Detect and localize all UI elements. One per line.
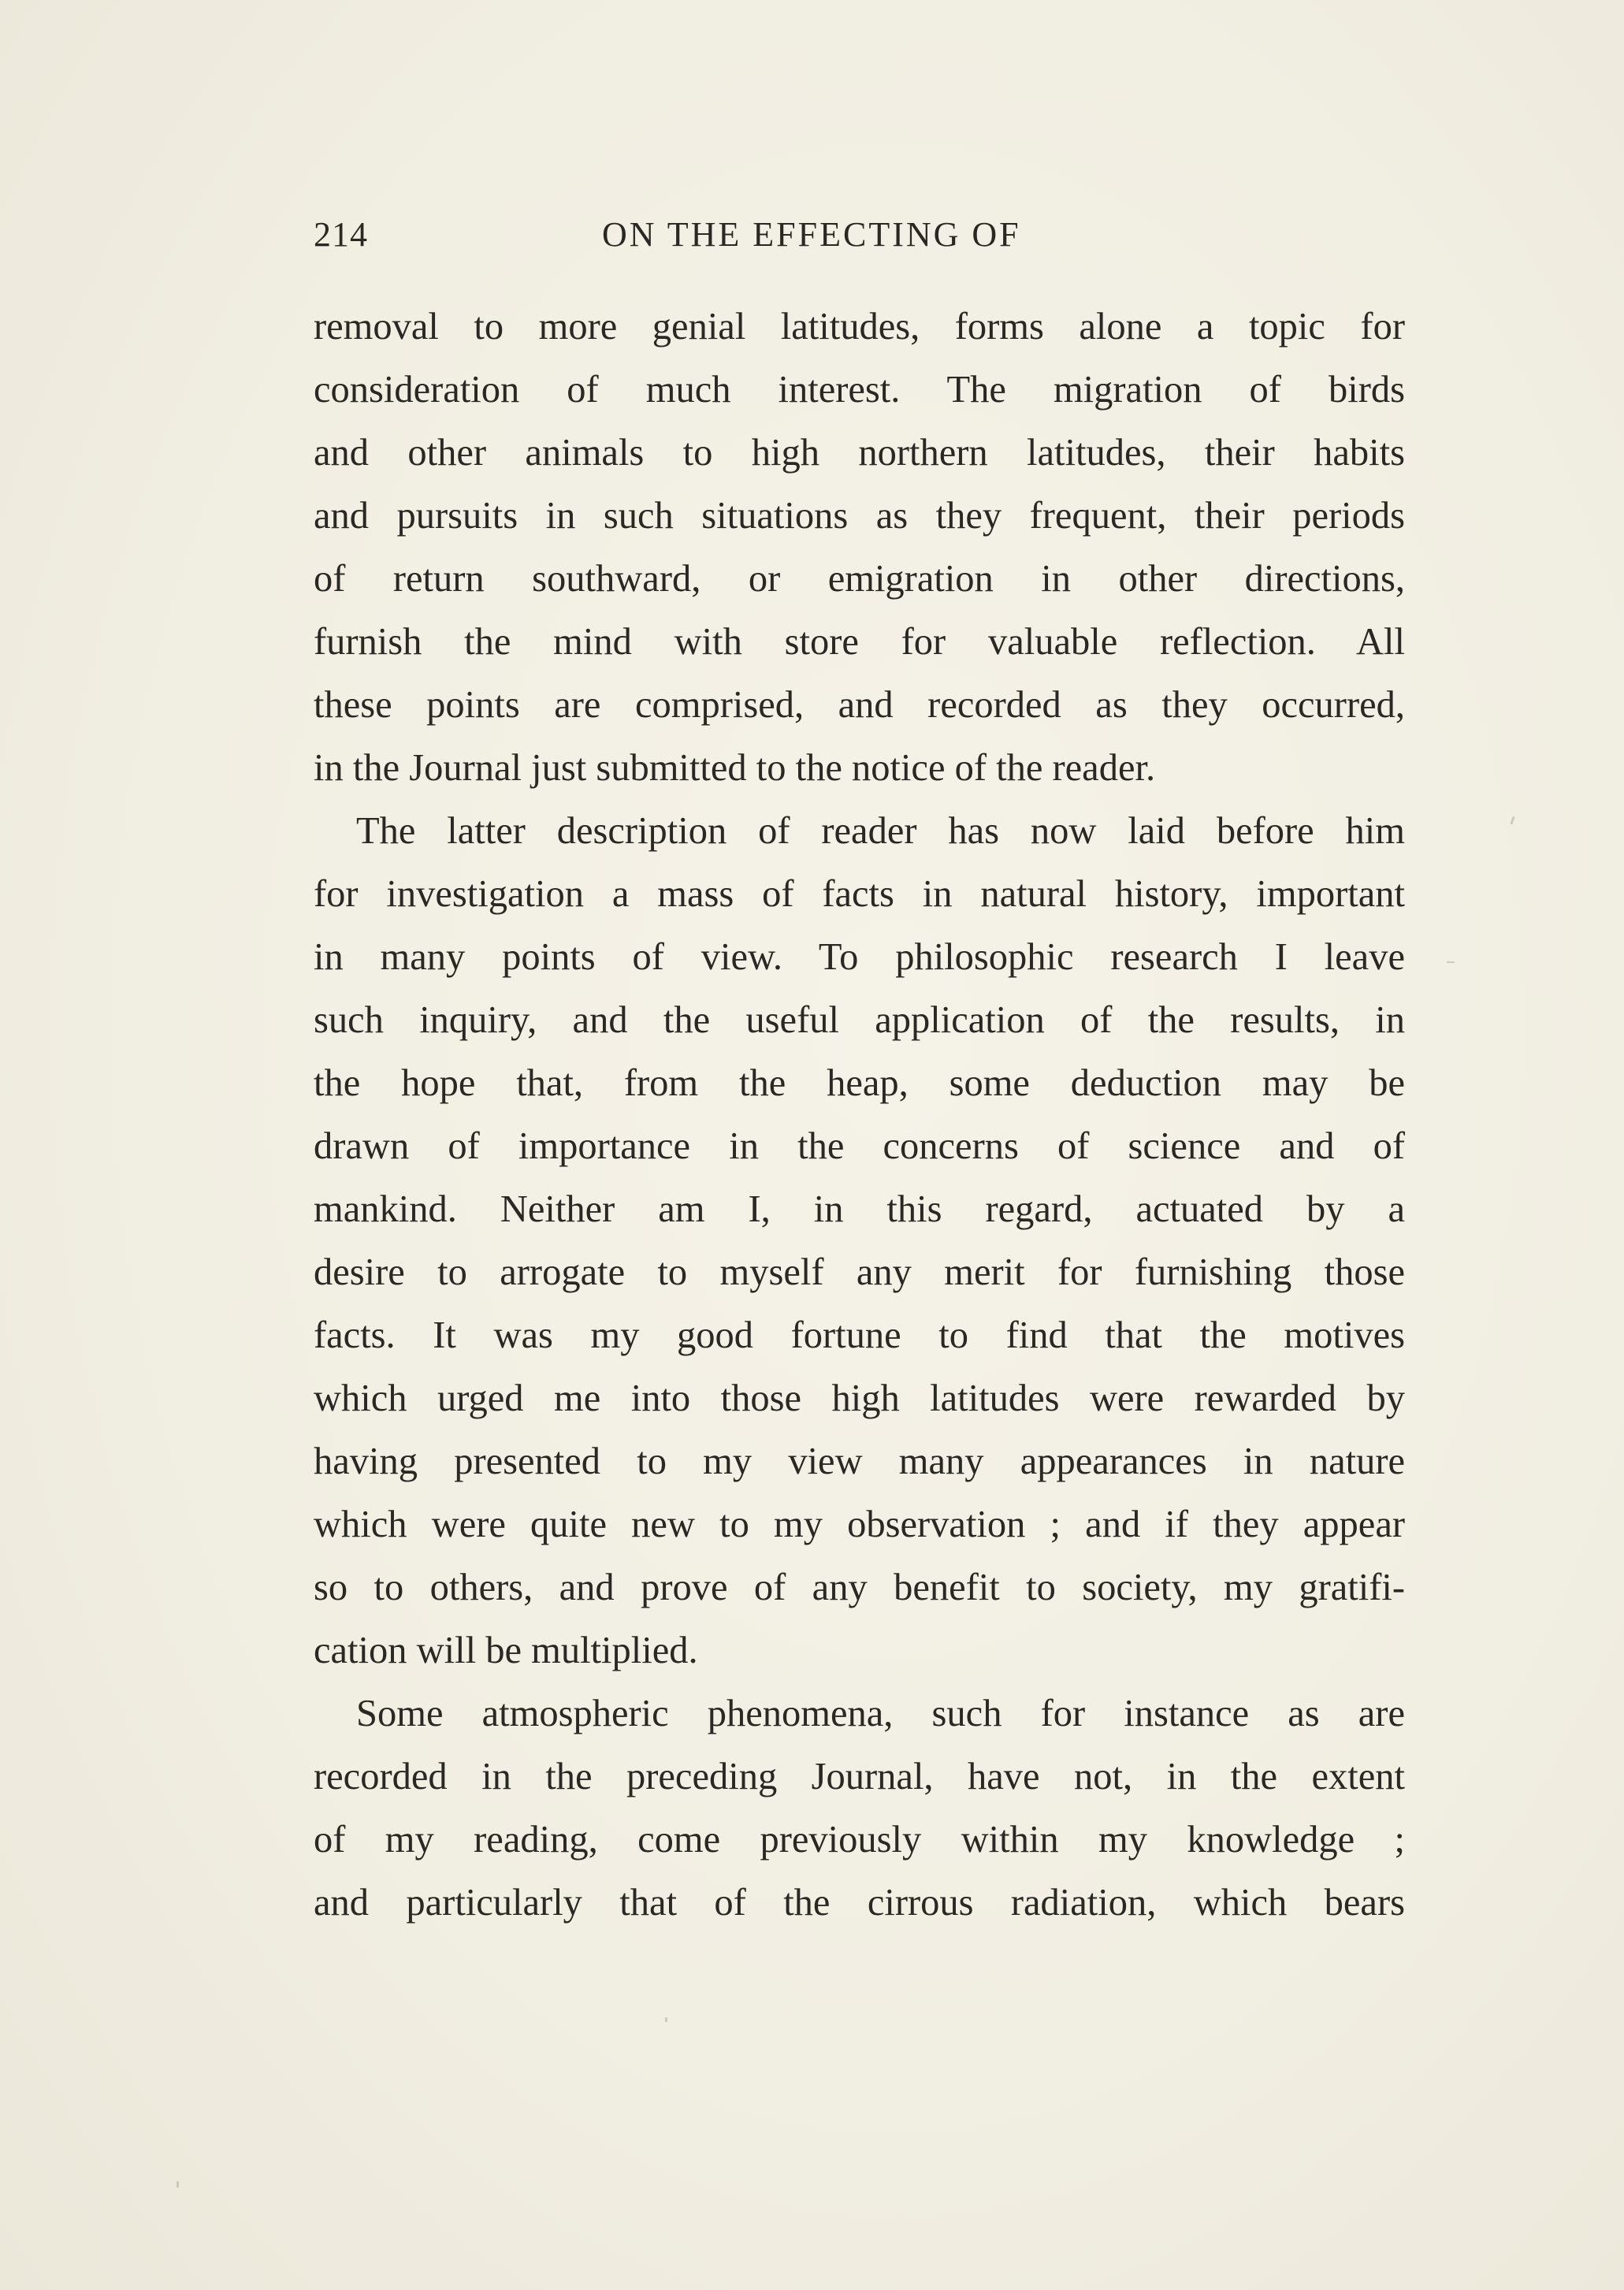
body-text [314,296,1405,1935]
text-line: in the Journal just submitted to the notice of the reader. [314,747,1156,789]
text-line: drawn of importance in the concerns of science and of [314,1125,1405,1167]
text-line: having presented to my view many appearances in nature [314,1441,1405,1482]
text-line: cation will be multiplied. [314,1630,698,1671]
text-line: which urged me into those high latitudes were rewarded by [314,1377,1405,1419]
page-number: 214 [314,215,368,254]
text-line: The latter description of reader has now laid before him [356,810,1405,852]
running-title: ON THE EFFECTING OF [602,215,1021,254]
text-line: recorded in the preceding Journal, have not, in the extent [314,1756,1405,1797]
text-line: of my reading, come previously within my knowledge ; [314,1819,1405,1861]
paper-speck [1510,816,1514,824]
text-line: Some atmospheric phenomena, such for instance as are [356,1693,1405,1734]
text-line: consideration of much interest. The migration of birds [314,369,1405,411]
text-line: such inquiry, and the useful application of the results, in [314,999,1405,1041]
text-line: for investigation a mass of facts in natural history, important [314,873,1405,915]
text-line: these points are comprised, and recorded as they occurred, [314,684,1405,726]
text-line: and other animals to high northern latitudes, their habits [314,432,1405,474]
text-line: mankind. Neither am I, in this regard, actuated by a [314,1188,1405,1230]
text-line: and pursuits in such situations as they frequent, their periods [314,495,1405,537]
text-line: facts. It was my good fortune to find that the motives [314,1314,1405,1356]
text-line: of return southward, or emigration in other directions, [314,558,1405,600]
text-line: the hope that, from the heap, some deduction may be [314,1062,1405,1104]
text-line: in many points of view. To philosophic research I leave [314,936,1405,978]
paper-speck [1447,961,1455,963]
running-head [314,214,1405,262]
text-line: so to others, and prove of any benefit to society, my gratifi- [314,1567,1405,1608]
text-line: which were quite new to my observation ; and if they appear [314,1504,1405,1545]
text-line: desire to arrogate to myself any merit for furnishing those [314,1251,1405,1293]
text-line: and particularly that of the cirrous radiation, which bears [314,1882,1405,1924]
text-line: removal to more genial latitudes, forms alone a topic for [314,306,1405,348]
text-line: furnish the mind with store for valuable reflection. All [314,621,1405,663]
paper-speck [177,2181,179,2188]
paper-speck [665,2017,667,2022]
